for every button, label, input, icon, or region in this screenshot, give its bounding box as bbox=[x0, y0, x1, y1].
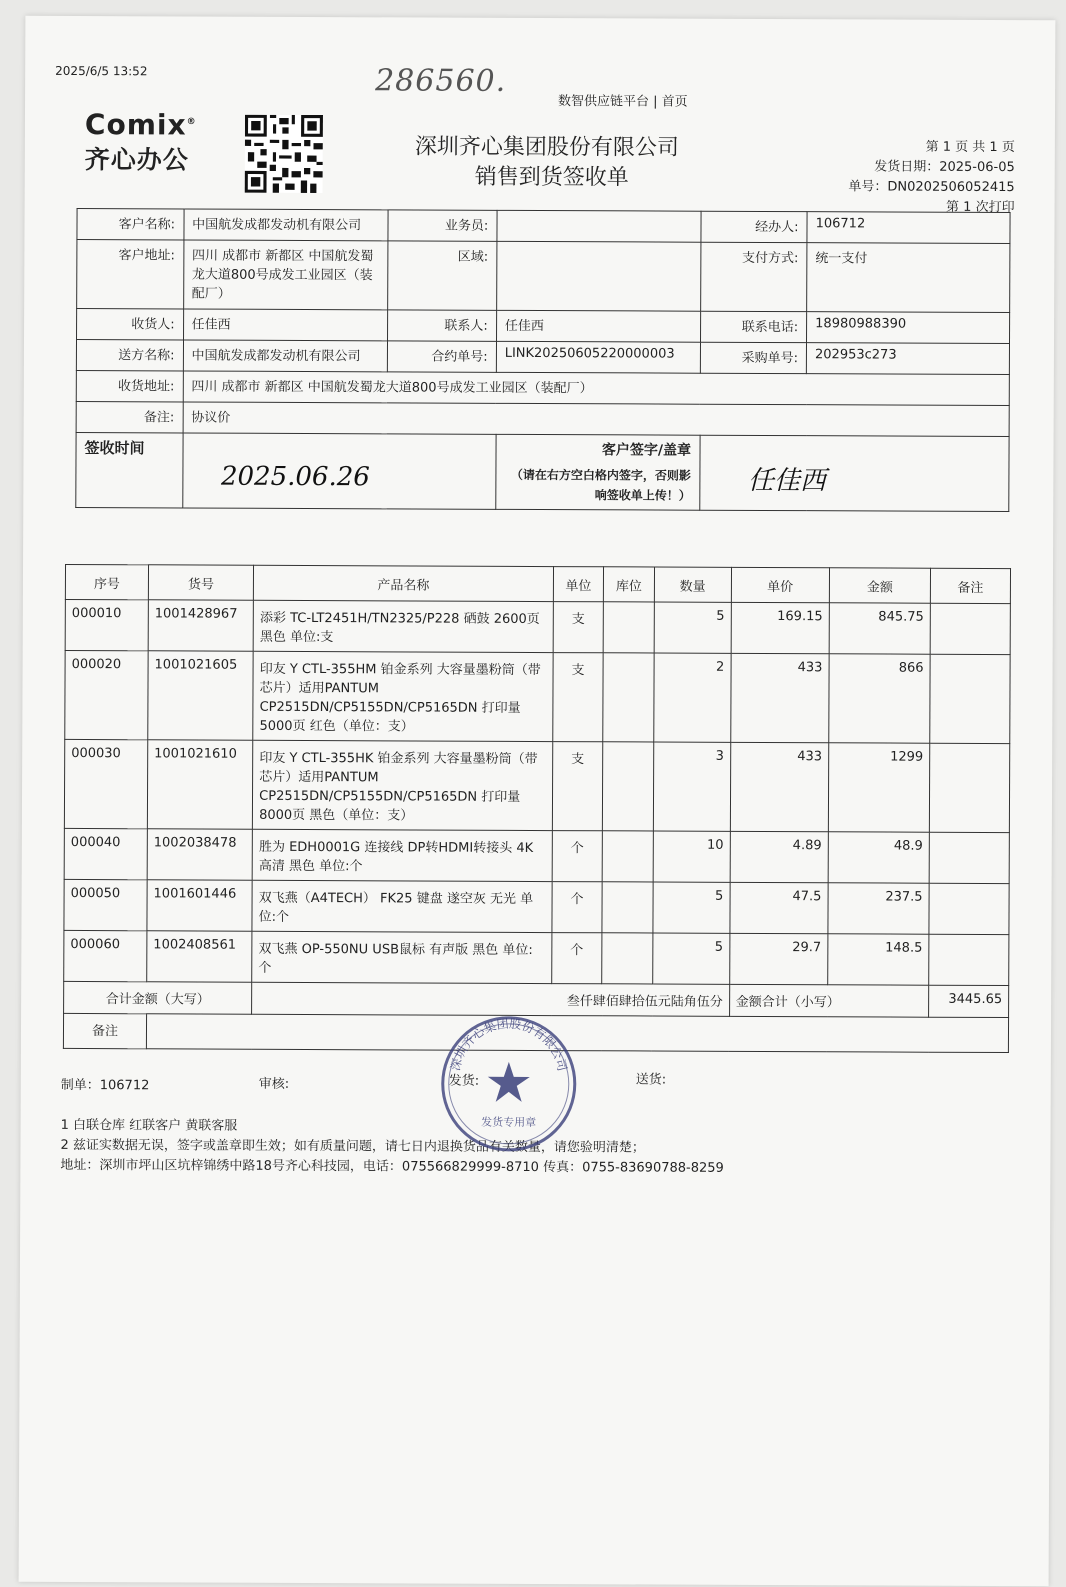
item-amount: 48.9 bbox=[828, 832, 929, 883]
footer-address: 地址：深圳市坪山区坑梓锦绣中路18号齐心科技园，电话：075566829999-8710 传真：0755-83690788-8259 bbox=[60, 1157, 724, 1176]
comix-logo: Comix® bbox=[84, 108, 197, 142]
item-price: 47.5 bbox=[730, 882, 828, 933]
item-unit: 支 bbox=[552, 653, 603, 742]
item-price: 433 bbox=[730, 653, 829, 742]
item-quantity: 5 bbox=[653, 882, 730, 933]
col-code: 货号 bbox=[148, 565, 253, 600]
sign-time-cell bbox=[182, 433, 496, 509]
item-amount: 237.5 bbox=[828, 883, 929, 934]
print-count: 第 1 次打印 bbox=[946, 199, 1015, 216]
item-location bbox=[603, 742, 654, 831]
col-price: 单价 bbox=[731, 567, 829, 602]
document-number: 单号：DN0202506052415 bbox=[848, 179, 1015, 196]
sender: 送货: bbox=[635, 1072, 667, 1088]
contract-label: 合约单号: bbox=[387, 341, 496, 372]
print-timestamp: 2025/6/5 13:52 bbox=[55, 63, 148, 79]
item-seq: 000020 bbox=[65, 650, 148, 739]
item-location bbox=[602, 882, 653, 933]
item-quantity: 5 bbox=[654, 602, 731, 653]
col-unit: 单位 bbox=[553, 567, 604, 602]
item-seq: 000030 bbox=[64, 739, 147, 828]
logo-text-cn: 齐心办公 bbox=[84, 145, 189, 175]
item-location bbox=[603, 602, 654, 653]
company-name: 深圳齐心集团股份有限公司 bbox=[414, 134, 679, 161]
total-lower-label: 金额合计（小写） bbox=[729, 984, 928, 1017]
customer-sign-note: （请在右方空白格内签字，否则影响签收单上传！） bbox=[510, 467, 691, 503]
handler-label: 经办人: bbox=[700, 211, 807, 242]
signature-cell[interactable] bbox=[699, 435, 1009, 511]
item-note bbox=[929, 743, 1009, 832]
item-seq: 000060 bbox=[64, 930, 147, 981]
customer-sign-label-cell bbox=[496, 434, 700, 510]
region-label: 区域: bbox=[387, 241, 497, 310]
contact: 任佳西 bbox=[496, 310, 700, 342]
ship-to: 中国航发成都发动机有限公司 bbox=[183, 340, 387, 372]
document-meta bbox=[845, 137, 1015, 218]
logo-text-en: Comix bbox=[84, 108, 187, 142]
item-quantity: 3 bbox=[653, 742, 730, 831]
item-amount: 148.5 bbox=[828, 934, 929, 985]
salesperson-label: 业务员: bbox=[388, 210, 497, 241]
item-quantity: 10 bbox=[653, 831, 730, 882]
phone-label: 联系电话: bbox=[700, 311, 807, 342]
item-code: 1002038478 bbox=[147, 829, 252, 880]
delivery-address-label: 收货地址: bbox=[76, 370, 183, 401]
item-unit: 个 bbox=[552, 882, 603, 933]
total-lower: 3445.65 bbox=[929, 985, 1009, 1017]
maker: 制单：106712 bbox=[60, 1077, 150, 1094]
item-amount: 866 bbox=[829, 654, 931, 743]
item-name: 添彩 TC-LT2451H/TN2325/P228 硒鼓 2600页 黑色 单位:支 bbox=[253, 600, 553, 652]
po-number: 202953c273 bbox=[806, 343, 1009, 375]
handler: 106712 bbox=[807, 212, 1010, 244]
payment-label: 支付方式: bbox=[700, 242, 807, 311]
col-location: 库位 bbox=[604, 567, 655, 602]
item-location bbox=[603, 653, 654, 742]
total-upper: 叁仟肆佰肆拾伍元陆角伍分 bbox=[252, 982, 730, 1016]
ship-to-label: 送方名称: bbox=[76, 339, 183, 370]
salesperson bbox=[497, 210, 701, 242]
reviewer: 审核: bbox=[258, 1076, 290, 1092]
signature-handwritten: 任佳西 bbox=[747, 465, 826, 497]
item-row bbox=[65, 650, 1010, 743]
sign-time-label: 签收时间 bbox=[84, 439, 145, 458]
col-quantity: 数量 bbox=[654, 567, 731, 602]
customer-address: 四川 成都市 新都区 中国航发蜀龙大道800号成发工业园区（装配厂） bbox=[183, 240, 387, 310]
svg-text:深圳齐心集团股份有限公司: 深圳齐心集团股份有限公司 bbox=[448, 1016, 570, 1073]
item-row bbox=[64, 828, 1009, 883]
total-upper-label: 合计金额（大写） bbox=[64, 981, 252, 1014]
receiver-label: 收货人: bbox=[77, 308, 184, 339]
item-note bbox=[929, 832, 1009, 883]
item-note bbox=[930, 654, 1010, 743]
item-code: 1001428967 bbox=[148, 600, 253, 651]
item-code: 1001021610 bbox=[147, 740, 253, 829]
col-name: 产品名称 bbox=[254, 565, 554, 601]
ship-date: 发货日期：2025-06-05 bbox=[874, 159, 1015, 176]
po-label: 采购单号: bbox=[700, 342, 807, 373]
item-name: 印友 Y CTL-355HM 铂金系列 大容量墨粉筒（带芯片）适用PANTUM CP2515DN/CP5155DN/CP5165DN 打印量5000页 红色（单位：支） bbox=[253, 651, 553, 741]
phone: 18980988390 bbox=[807, 312, 1010, 344]
col-seq: 序号 bbox=[65, 564, 148, 599]
col-note: 备注 bbox=[930, 568, 1010, 603]
item-seq: 000050 bbox=[64, 879, 147, 930]
customer-sign-label: 客户签字/盖章 bbox=[601, 442, 692, 459]
items-header-row bbox=[65, 564, 1010, 603]
region-value bbox=[496, 241, 700, 311]
contact-label: 联系人: bbox=[387, 310, 496, 341]
item-note bbox=[929, 934, 1009, 985]
customer-address-label: 客户地址: bbox=[77, 239, 184, 308]
item-code: 1001601446 bbox=[147, 880, 252, 931]
item-code: 1001021605 bbox=[148, 651, 254, 740]
item-name: 双飞燕 OP-550NU USB鼠标 有声版 黑色 单位:个 bbox=[252, 931, 552, 983]
item-price: 169.15 bbox=[731, 602, 829, 653]
sign-time-label-cell bbox=[76, 432, 183, 507]
item-quantity: 2 bbox=[654, 653, 731, 742]
item-name: 印友 Y CTL-355HK 铂金系列 大容量墨粉筒（带芯片）适用PANTUM CP2515DN/CP5155DN/CP5165DN 打印量8000页 黑色（单位：支） bbox=[253, 740, 553, 830]
item-quantity: 5 bbox=[653, 933, 730, 984]
remark-label: 备注: bbox=[76, 401, 183, 432]
delivery-address: 四川 成都市 新都区 中国航发蜀龙大道800号成发工业园区（装配厂） bbox=[183, 371, 1010, 406]
item-unit: 支 bbox=[552, 742, 603, 831]
remark: 协议价 bbox=[183, 402, 1010, 437]
customer-info-table bbox=[75, 208, 1010, 512]
footer-terms: 2 兹证实数据无误，签字或盖章即生效；如有质量问题，请七日内退换货品有关数量，请您验明清楚； bbox=[60, 1137, 645, 1156]
svg-text:发货专用章: 发货专用章 bbox=[481, 1115, 537, 1129]
document-title: 销售到货签收单 bbox=[474, 164, 629, 191]
item-amount: 1299 bbox=[828, 743, 930, 832]
items-remark-label: 备注 bbox=[63, 1013, 146, 1048]
item-unit: 支 bbox=[553, 602, 604, 653]
item-row bbox=[64, 879, 1009, 934]
handwritten-number: 286560. bbox=[375, 63, 507, 99]
item-seq: 000040 bbox=[64, 828, 147, 879]
payment-method: 统一支付 bbox=[807, 243, 1010, 313]
items-table bbox=[63, 564, 1011, 1053]
receiver: 任佳西 bbox=[183, 309, 387, 341]
item-unit: 个 bbox=[552, 831, 603, 882]
sign-time-handwritten: 2025.06.26 bbox=[220, 461, 370, 493]
contract-number: LINK20250605220000003 bbox=[496, 341, 700, 373]
item-location bbox=[602, 831, 653, 882]
item-location bbox=[602, 933, 653, 984]
item-price: 433 bbox=[730, 742, 829, 831]
item-unit: 个 bbox=[551, 933, 602, 984]
company-seal-icon bbox=[438, 1014, 579, 1155]
item-note bbox=[929, 883, 1009, 934]
item-amount: 845.75 bbox=[829, 603, 930, 654]
item-row bbox=[64, 739, 1009, 832]
col-amount: 金额 bbox=[829, 568, 930, 603]
document-sheet bbox=[19, 16, 1056, 1586]
item-row bbox=[64, 930, 1009, 985]
platform-link[interactable]: 数智供应链平台 | 首页 bbox=[558, 94, 688, 110]
item-price: 4.89 bbox=[730, 831, 828, 882]
customer-name: 中国航发成都发动机有限公司 bbox=[184, 209, 388, 241]
page-indicator: 第 1 页 共 1 页 bbox=[925, 139, 1015, 156]
item-code: 1002408561 bbox=[147, 931, 252, 982]
item-row bbox=[65, 599, 1010, 654]
shipper: 发货: bbox=[448, 1073, 480, 1089]
item-price: 29.7 bbox=[729, 933, 827, 984]
item-note bbox=[930, 603, 1010, 654]
footer-copies: 1 白联仓库 红联客户 黄联客服 bbox=[60, 1117, 238, 1134]
qr-code-icon bbox=[245, 115, 323, 193]
item-name: 胜为 EDH0001G 连接线 DP转HDMI转接头 4K高清 黑色 单位:个 bbox=[252, 829, 552, 881]
item-name: 双飞燕（A4TECH） FK25 键盘 遂空灰 无光 单位:个 bbox=[252, 880, 552, 932]
item-seq: 000010 bbox=[65, 599, 148, 650]
customer-name-label: 客户名称: bbox=[77, 208, 184, 239]
